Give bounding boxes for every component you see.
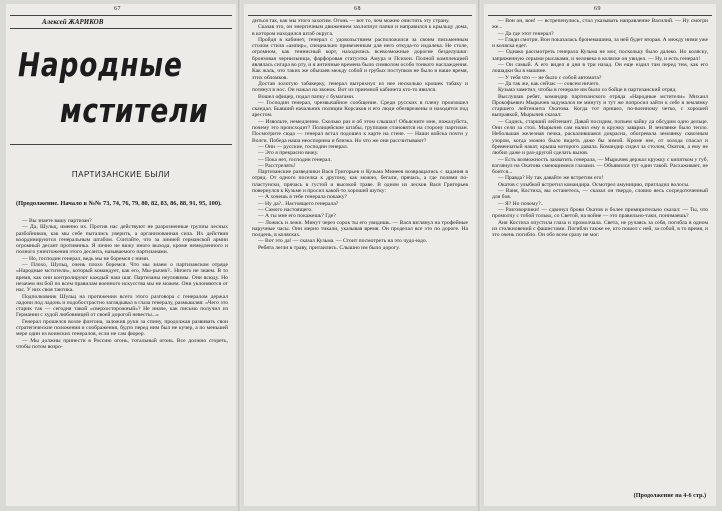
paragraph: — Разговорчики! — сдвинул брови Окатов и более примирительно сказал: — Ты, что промолчу с тобой только, со Светой, на войне — это правильно-таки, понимаешь? <box>492 206 708 220</box>
page-middle <box>244 4 476 506</box>
paragraph: — Пока нет, господин генерал. <box>258 156 332 163</box>
title-rule-bottom <box>10 144 232 145</box>
paragraph: — Плохо, Шульц, очень плохо боремся. Что мы знаем о партизанском отряде «Народные мстители», который командует, как его, Мы-рычев?.. Ничего не знаем. В то время, как они контролируют каждый наш шаг. Партизаны неуловимы. Они всюду. Но незачем им бой по всем правилам военного искусства мы не можем. Они уклоняются от нас. У них своя тактика. <box>16 262 228 294</box>
paragraph: — Я? Но почему?.. <box>498 200 544 207</box>
paragraph: — Это я прекрасно вижу. <box>258 150 319 157</box>
continued-on-note: (Продолжение на 4-6 стр.) <box>633 492 706 499</box>
paragraph: Достав золотую табакерку, генерал вытряхнул из нее несколько крошек табаку и потянул в нос. Он нажал на звонок. Вот из приемной кабинета кто-то явился. <box>252 80 468 94</box>
paragraph: — Да где этот генерал? <box>498 30 554 37</box>
paragraph: — Извольте, немедленно. Сколько раз я об этом слышал! Объясните мне, пожалуйста, почему это происходит? Полицейские штабы, группами становятся на сторону партизан. Посмотрите сюда — генерал встал подошел к карте на стене. — Наши войска почти у Волги. Победа наша неоспорима и близка. Но что же они рассчитывают? <box>252 118 468 144</box>
paragraph: — Ложись и лежи. Минут через сорок ты его увидишь. — Вася взглянул на трофейные наручные часы. Они мерно тикали, указывая время. Он проделал все это по дороге. На полдень, в колясках. <box>252 219 468 239</box>
paragraph: Подполковник Шульц на протяжении всего этого разговора с генералом держал ладони под ладонь и подобострастно заглядывал в глаза генералу, размышляя: «Чего это старик так — сегодня такой «сверхосторожный»? Не иначе, как письмо получил из Германии с худой любовницей от своей дорогой невесты...» <box>16 293 228 319</box>
paragraph: — Да, Шульц, именно их. Против нас действуют не разрозненные группы лесных разбойников, как мы себе пытались уверить, а организованная сила. Их действия координируются генеральным штабом. Считайте, что за линией германской армии огромный десант противника. Я лично не вижу иного выхода, кроме немедленного и полного уничтожения этого десанта, называемого партизанами. <box>16 224 228 256</box>
paragraph: Пройдя в кабинет, генерал с удовольствием расположился за своим письменным столом стиля «ампир», специально привезенным для него откуда-то издалека. Не столе, огромном, как теннисный корт, находились всевозможные дорогие безделушки: бронзовая чернильница, фарфоровая статуэтка Амура и Психеи. Полной комплекцией являлась сигара во рту, и я античные времена было символом особо тонкого наслаждения. Как жаль, что таких же обычаев между собой и грубых поступков не было в наше время, этих обломков. <box>252 36 468 81</box>
paragraph: диться так, как мы этого захотим. Огонь — вот то, чем можно очистить эту страну. <box>252 18 450 24</box>
paragraph: — Правда? Ну так давайте же встретим его! <box>498 175 604 182</box>
paragraph: — Но, господин генерал, ведь мы не боремся с ними. <box>22 255 150 262</box>
paragraph: — Однако рассмотреть генерала Кузьма не мог, поскольку было далеко. Но коляску, запряженную серыми рысаками, и человека в коляске он увидел. — Ну, и есть генерал! <box>492 49 708 62</box>
paragraph: Сказав это, он энергичным движением захлопнул папки и направился к крыльцу дома, в котором находился штаб округа. <box>252 24 468 37</box>
paragraph: — А ты мне его покажешь? Где? <box>258 213 336 220</box>
paragraph: — Самого настоящего. <box>258 206 313 213</box>
paragraph: Выслушав ребят, командир партизанского отряда «Народные мстители» Михаил Прокофьевич Мырычев задумался не минуту и тут же попросил зайти к себе в землянку старшего лейтенанта Окатова. Когда тот пришел, по-военному четко, с хорошей выправкой, Мырычев сказал: <box>492 93 708 119</box>
paragraph: — Вот это да! — сказал Кузьма. — Стоит посмотреть на это чудо-юдо. <box>258 238 428 245</box>
article-subtitle: ПАРТИЗАНСКИЕ БЫЛИ <box>71 170 171 179</box>
paragraph: — Он самый. А его видел я дня в три назад. Он еще ездил там перед тем, как его лошадки бы в машине. <box>492 62 708 75</box>
left-column-text <box>16 218 228 502</box>
continuation-note: (Продолжение. Начало в №№ 73, 74, 76, 79, 80, 82, 83, 86, 88, 91, 95, 100). <box>16 200 222 207</box>
paragraph: — Господин генерал, чрезвычайное сообщение. Среди русских в плену произошел скандал. Бывший начальник полиции Корсаков и его люди обезврежены и находятся под арестом. <box>252 99 468 119</box>
middle-column-text <box>252 18 468 504</box>
article-title-line1: Народные <box>18 45 183 84</box>
page-right <box>484 4 716 506</box>
paragraph: — Вон он, вон! — встрепенулись, стал указывать направление Василий. — Ну смотри же... <box>492 18 708 31</box>
paragraph: — Мы должны принести в Россию огонь, тотальный огонь. Все должно сгореть, чтобы потом возро- <box>16 337 228 350</box>
paragraph: — А хочешь я тебе генерала покажу? <box>258 194 348 201</box>
paragraph: — Гляди смотри. Вон показалась бронемашина, за ней будет вторая. А между ними уже и коляска едет. <box>492 36 708 50</box>
paragraph: — Садись, старший лейтенант. Давай посидим, попьем чайку да обсудим одно дельце. Они сели за стол. Мырычев сам налил ему в кружку заварки. В землянке было тепло. Небольшая железная печка, раскалившаяся докрасна, обогревала землянку сквозным узором, когда можно было видеть даже бы зимой. Кроме нее, от холода спасал и бревенчатый накат, крыша которого давала. Командир сидел за столом, Окатов, а ему не любил даже и раз-другой сделать вызов. <box>492 118 708 157</box>
page-number-right: 69 <box>594 6 601 12</box>
paragraph: — Ваня, Костиха, вы останетесь, — сказал он твердо, словно весь сосредоточенный для боя. <box>492 188 708 201</box>
paragraph: — Они — русские, господин генерал. <box>258 143 349 150</box>
paragraph: Партизанские разведчики Вася Григорьев и Кузьма Минеев возвращались с задания в отряд. От одного поселка к другому, как можно, бегали, прячась, а где полями по-пластунски, прячась в густой и высокой траве. В одном из лесков Вася Григорьев повернулся к Кузьме и просил какой-то хорошей шутку: <box>252 169 468 195</box>
paragraph: Вошел офицер, подал папку с бумагами. <box>258 93 355 100</box>
page-fold-2 <box>478 0 481 511</box>
paragraph: Генерал прошелся возле фаэтона, заложив руки за спину, продолжая развивать свои стратегические положения и соображения, будто перед ним был не кучер, а по меньшей мере один из воинских генералов, если не сам фюрер. <box>16 318 228 338</box>
paragraph: Окатов с улыбкой встретил командира. Осмотрел амуницию, пригладил волосы. <box>498 181 690 188</box>
page-left <box>6 4 236 506</box>
author-name: Алексей ЖАРИКОВ <box>42 18 104 26</box>
page-fold-1 <box>238 0 241 511</box>
header-rule-right <box>488 15 712 16</box>
paragraph: Ребята легли в траву, притаились. Слышно им было дорогу. <box>258 244 400 251</box>
paragraph: — Ну да?.. Настоящего генерала? <box>258 200 339 207</box>
right-column-text <box>492 18 708 490</box>
paragraph: — Да так же, как сейчас — совсем ничего. <box>498 80 600 87</box>
paragraph: Аня Костиха опустила глаза и промолчала. Света, не ручаясь за себя, погибла в одном из столкновений с фашистами. Погибли также ее, кто пошел с ней, за собой, в то время, и это очень погибло. Он обо всем сразу не мог. <box>492 219 708 239</box>
page-number-left: 67 <box>114 6 121 12</box>
title-rule-top <box>10 28 232 29</box>
paragraph: — Расстрелять! <box>258 162 296 169</box>
page-number-middle: 68 <box>354 6 361 12</box>
paragraph: — Есть возможность захватить генерала, — Мырычев держал кружку с кипятком у губ, взглянул на Окатова смеющимися глазами. — Объявился тут один такой. Расхаживает, не боится... <box>492 156 708 176</box>
header-rule-middle <box>248 15 472 16</box>
paragraph: Кузьма заметил, чтобы в генерале им было со бойце в партизанский отряд. <box>498 87 677 94</box>
paragraph: — У тебя что — не было с собой автомата? <box>498 74 602 81</box>
article-title-line2: мстители <box>60 91 209 130</box>
header-rule-left <box>10 15 232 16</box>
paragraph: — Вы знаете вашу партизан? <box>22 218 92 224</box>
